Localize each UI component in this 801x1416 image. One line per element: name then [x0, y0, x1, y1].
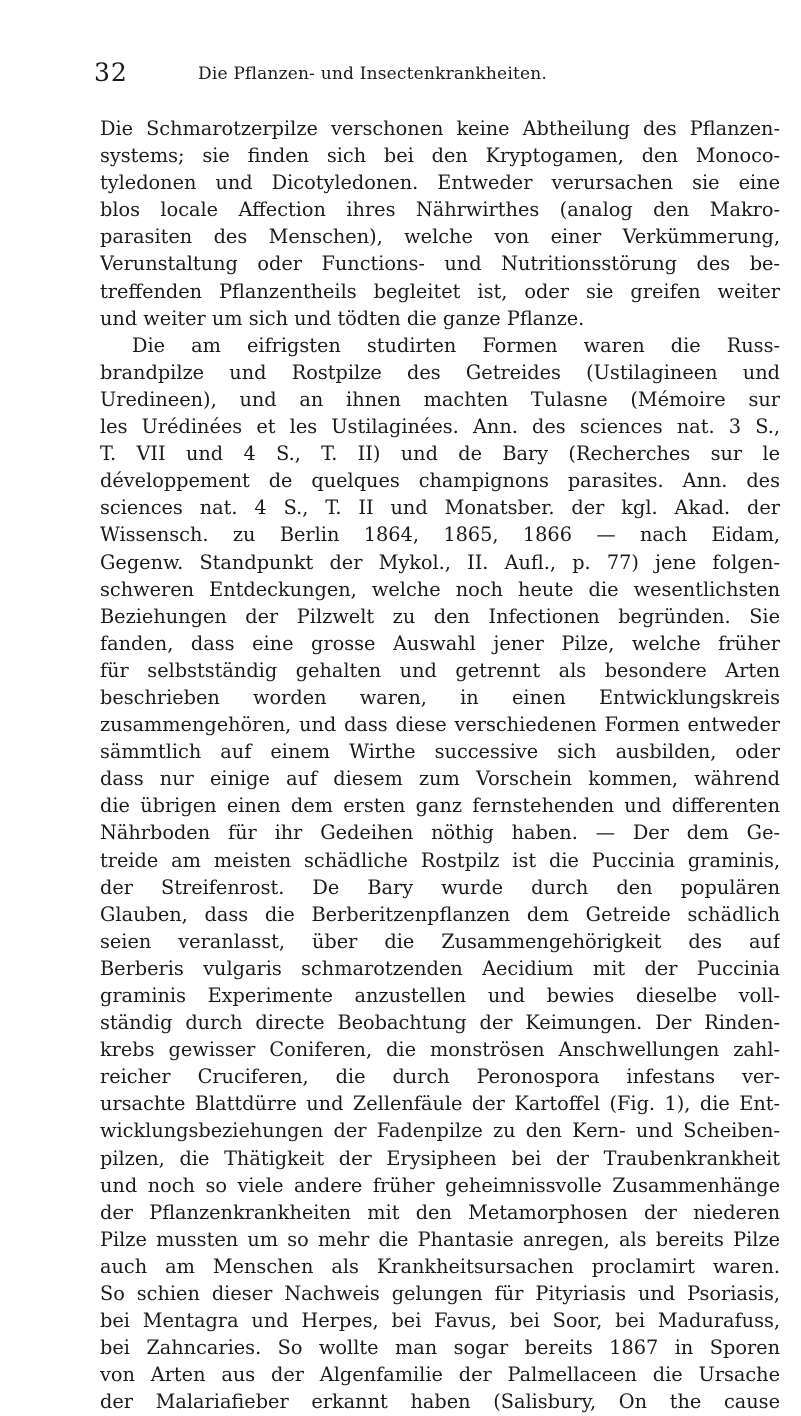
running-title: Die Pflanzen- und Insectenkrankheiten.	[198, 64, 547, 84]
text-line: auch am Menschen als Krankheitsursachen proclamirt waren.	[100, 1254, 780, 1278]
text-line: pilzen, die Thätigkeit der Erysipheen bei der Traubenkrankheit	[100, 1146, 780, 1170]
text-line: sciences nat. 4 S., T. II und Monatsber. der kgl. Akad. der	[100, 496, 780, 520]
text-line: wicklungsbeziehungen der Fadenpilze zu den Kern- und Scheiben-	[100, 1119, 780, 1143]
text-line: fanden, dass eine grosse Auswahl jener Pilze, welche früher	[100, 631, 780, 655]
text-line: Gegenw. Standpunkt der Mykol., II. Aufl., p. 77) jene folgen-	[100, 550, 780, 574]
text-line: Wissensch. zu Berlin 1864, 1865, 1866 — nach Eidam,	[100, 523, 780, 547]
text-line: Pilze mussten um so mehr die Phantasie anregen, als bereits Pilze	[100, 1227, 780, 1251]
text-line: développement de quelques champignons parasites. Ann. des	[100, 469, 780, 493]
text-line: parasiten des Menschen), welche von einer Verkümmerung,	[100, 225, 780, 249]
text-line: So schien dieser Nachweis gelungen für Pityriasis und Psoriasis,	[100, 1282, 780, 1306]
text-line: Berberis vulgaris schmarotzenden Aecidium mit der Puccinia	[100, 956, 780, 980]
text-line: beschrieben worden waren, in einen Entwicklungskreis	[100, 685, 780, 709]
text-line: graminis Experimente anzustellen und bewies dieselbe voll-	[100, 984, 780, 1007]
text-line: treffenden Pflanzentheils begleitet ist, oder sie greifen weiter	[100, 279, 780, 303]
text-line: Beziehungen der Pilzwelt zu den Infectionen begründen. Sie	[100, 604, 780, 628]
text-line: systems; sie finden sich bei den Kryptogamen, den Monoco-	[100, 144, 780, 168]
text-line: ständig durch directe Beobachtung der Keimungen. Der Rinden-	[100, 1011, 780, 1035]
text-line: brandpilze und Rostpilze des Getreides (Ustilagineen und	[100, 360, 780, 384]
text-line: der Streifenrost. De Bary wurde durch den populären	[100, 875, 780, 899]
text-line: bei Mentagra und Herpes, bei Favus, bei Soor, bei Madurafuss,	[100, 1309, 780, 1333]
text-line: bei Zahncaries. So wollte man sogar bereits 1867 in Sporen	[100, 1336, 780, 1360]
text-line: die übrigen einen dem ersten ganz fernstehenden und differenten	[100, 794, 780, 818]
text-line: krebs gewisser Coniferen, die monströsen Anschwellungen zahl-	[100, 1038, 780, 1062]
text-line: schweren Entdeckungen, welche noch heute die wesentlichsten	[100, 577, 780, 601]
text-line: reicher Cruciferen, die durch Peronospora infestans ver-	[100, 1065, 780, 1089]
text-line: Verunstaltung oder Functions- und Nutritionsstörung des be-	[100, 252, 780, 276]
text-line: für selbstständig gehalten und getrennt als besondere Arten	[100, 658, 780, 682]
text-line: Die Schmarotzerpilze verschonen keine Abtheilung des Pflanzen-	[100, 117, 780, 140]
text-line: T. VII und 4 S., T. II) und de Bary (Recherches sur le	[100, 442, 780, 466]
text-line: treide am meisten schädliche Rostpilz ist die Puccinia graminis,	[100, 848, 780, 872]
text-line: und weiter um sich und tödten die ganze Pflanze.	[100, 306, 585, 330]
text-line: Die am eifrigsten studirten Formen waren die Russ-	[132, 333, 780, 357]
text-line: zusammengehören, und dass diese verschiedenen Formen entweder	[100, 713, 780, 737]
page-number: 32	[94, 58, 128, 87]
text-line: und noch so viele andere früher geheimnissvolle Zusammenhänge	[100, 1173, 780, 1197]
body-text	[100, 115, 780, 1416]
text-line: les Urédinées et les Ustilaginées. Ann. des sciences nat. 3 S.,	[100, 415, 780, 439]
text-line: ursachte Blattdürre und Zellenfäule der Kartoffel (Fig. 1), die Ent-	[100, 1092, 780, 1116]
text-line: tyledonen und Dicotyledonen. Entweder verursachen sie eine	[100, 171, 780, 195]
text-line: von Arten aus der Algenfamilie der Palmellaceen die Ursache	[100, 1363, 780, 1387]
text-line: Glauben, dass die Berberitzenpflanzen dem Getreide schädlich	[100, 902, 780, 926]
text-line: Uredineen), und an ihnen machten Tulasne (Mémoire sur	[100, 387, 780, 411]
text-line: der Malariafieber erkannt haben (Salisbury, On the cause	[100, 1390, 780, 1414]
text-line: Nährboden für ihr Gedeihen nöthig haben. — Der dem Ge-	[100, 821, 780, 845]
text-line: der Pflanzenkrankheiten mit den Metamorphosen der niederen	[100, 1200, 780, 1224]
running-head	[94, 58, 774, 88]
text-line: sämmtlich auf einem Wirthe successive sich ausbilden, oder	[100, 740, 780, 764]
text-line: dass nur einige auf diesem zum Vorschein kommen, während	[100, 767, 780, 791]
text-line: seien veranlasst, über die Zusammengehörigkeit des auf	[100, 929, 780, 953]
text-line: blos locale Affection ihres Nährwirthes (analog den Makro-	[100, 198, 780, 222]
